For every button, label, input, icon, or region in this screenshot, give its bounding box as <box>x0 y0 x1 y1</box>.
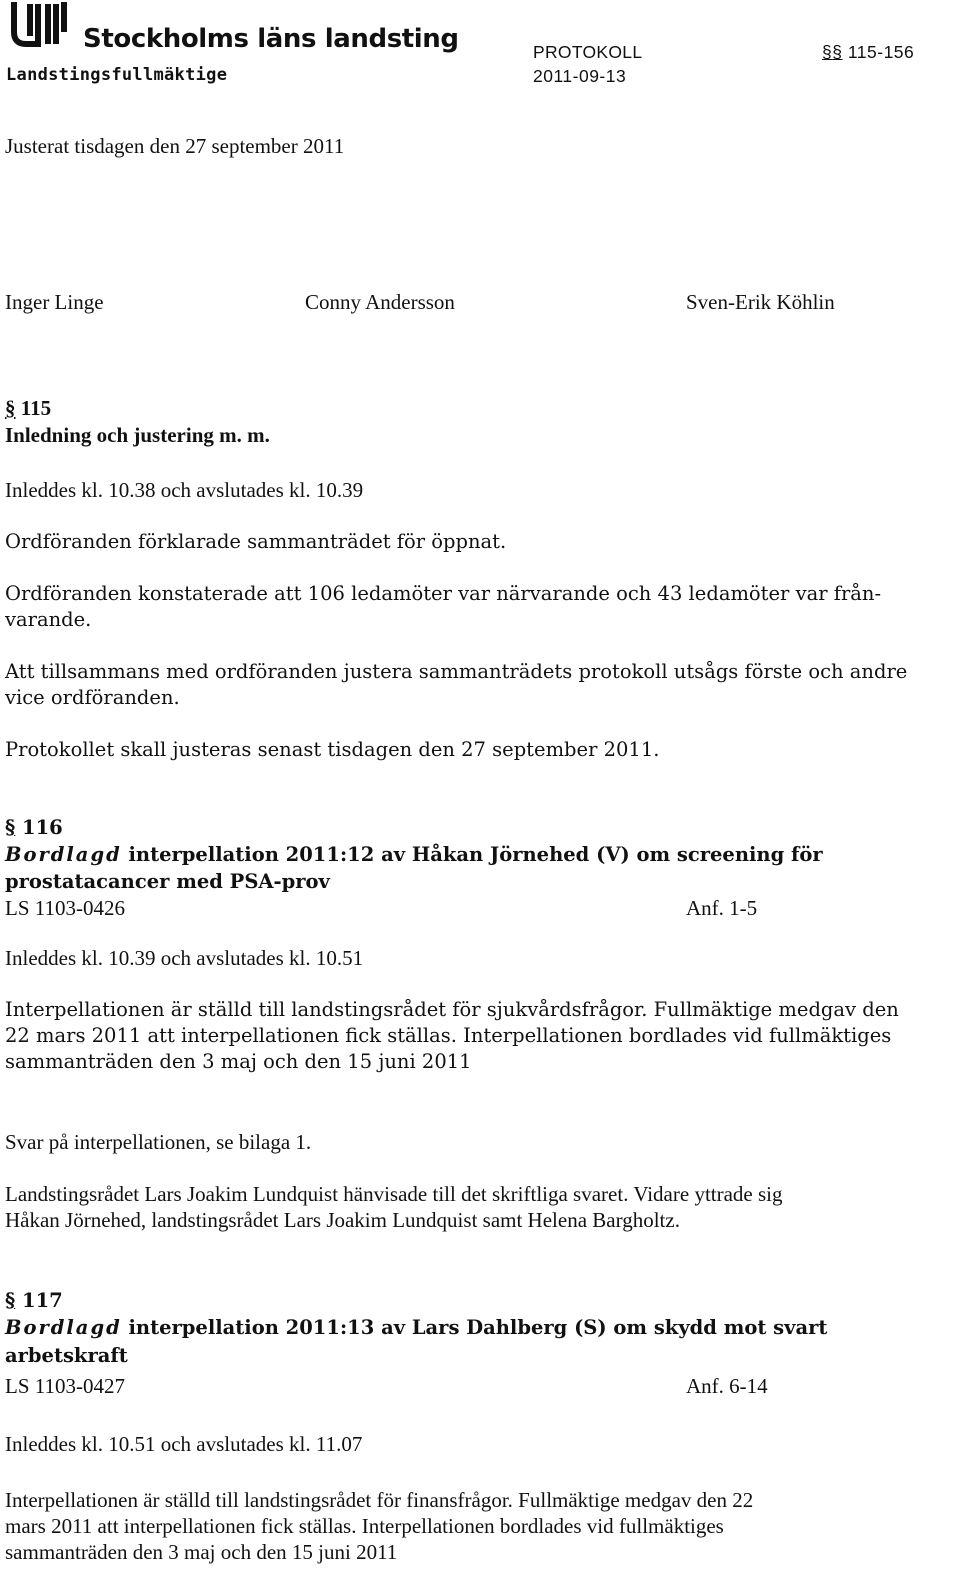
section-116-line-3: sammanträden den 3 maj och den 15 juni 2011 <box>5 1050 472 1073</box>
section-115-para-3: Att tillsammans med ordföranden justera sammanträdets protokoll utsågs förste och andre <box>5 660 908 683</box>
section-116-number: § 116 <box>5 816 63 839</box>
document-type: PROTOKOLL <box>533 42 643 62</box>
section-116-opened: Inleddes kl. 10.39 och avslutades kl. 10.51 <box>5 946 364 970</box>
section-117-title-line-2: arbetskraft <box>5 1344 128 1367</box>
section-117-line-1: Interpellationen är ställd till landstingsrådet för finansfrågor. Fullmäktige medgav den 22 <box>5 1488 754 1512</box>
section-116-line-6: Håkan Jörnehed, landstingsrådet Lars Joakim Lundquist samt Helena Bargholtz. <box>5 1208 680 1232</box>
section-symbol: § <box>822 42 833 62</box>
section-117-number: § 117 <box>5 1289 63 1312</box>
tabled-label: Bordlagd <box>5 843 122 866</box>
brand-name: Stockholms läns landsting <box>83 24 459 54</box>
signatory-3: Sven-Erik Köhlin <box>686 290 835 314</box>
section-116-title-line-2: prostatacancer med PSA-prov <box>5 870 330 893</box>
section-115-opened: Inleddes kl. 10.38 och avslutades kl. 10.39 <box>5 478 364 502</box>
section-117-line-3: sammanträden den 3 maj och den 15 juni 2011 <box>5 1540 398 1564</box>
section-117-opened: Inleddes kl. 10.51 och avslutades kl. 11.07 <box>5 1432 363 1456</box>
section-117-line-2: mars 2011 att interpellationen fick ställas. Interpellationen bordlades vid fullmäktiges <box>5 1514 724 1538</box>
signatory-1: Inger Linge <box>5 290 104 314</box>
section-116-line-4: Svar på interpellationen, se bilaga 1. <box>5 1130 312 1154</box>
signatory-2: Conny Andersson <box>305 290 455 314</box>
organ-name: Landstingsfullmäktige <box>6 65 228 85</box>
section-115-para-3b: vice ordföranden. <box>5 686 180 709</box>
section-116-line-2: 22 mars 2011 att interpellationen fick ställas. Interpellationen bordlades vid fullmäktiges <box>5 1024 892 1047</box>
section-117-anf: Anf. 6-14 <box>686 1374 768 1398</box>
paragraph-range: §§ 115-156 <box>822 42 915 62</box>
section-116-line-1: Interpellationen är ställd till landstingsrådet för sjukvårdsfrågor. Fullmäktige medgav den <box>5 998 899 1021</box>
landsting-logo-icon <box>8 0 80 52</box>
section-117-ls-number: LS 1103-0427 <box>5 1374 125 1398</box>
section-115-number: § 115 <box>5 396 52 420</box>
section-115-para-1: Ordföranden förklarade sammanträdet för öppnat. <box>5 530 507 553</box>
document-date: 2011-09-13 <box>533 66 627 86</box>
section-116-anf: Anf. 1-5 <box>686 896 758 920</box>
section-117-title-line-1: Bordlagd interpellation 2011:13 av Lars Dahlberg (S) om skydd mot svart <box>5 1316 828 1339</box>
tabled-label: Bordlagd <box>5 1316 122 1339</box>
section-116-ls-number: LS 1103-0426 <box>5 896 125 920</box>
adjusted-date: Justerat tisdagen den 27 september 2011 <box>5 134 345 158</box>
section-116-title-line-1: Bordlagd interpellation 2011:12 av Håkan Jörnehed (V) om screening för <box>5 843 823 866</box>
section-116-line-5: Landstingsrådet Lars Joakim Lundquist hänvisade till det skriftliga svaret. Vidare yttrade sig <box>5 1182 783 1206</box>
section-115-para-4: Protokollet skall justeras senast tisdagen den 27 september 2011. <box>5 738 660 761</box>
section-115-para-2: Ordföranden konstaterade att 106 ledamöter var närvarande och 43 ledamöter var från- <box>5 582 882 605</box>
section-115-title: Inledning och justering m. m. <box>5 423 270 447</box>
section-115-para-2b: varande. <box>5 608 92 631</box>
